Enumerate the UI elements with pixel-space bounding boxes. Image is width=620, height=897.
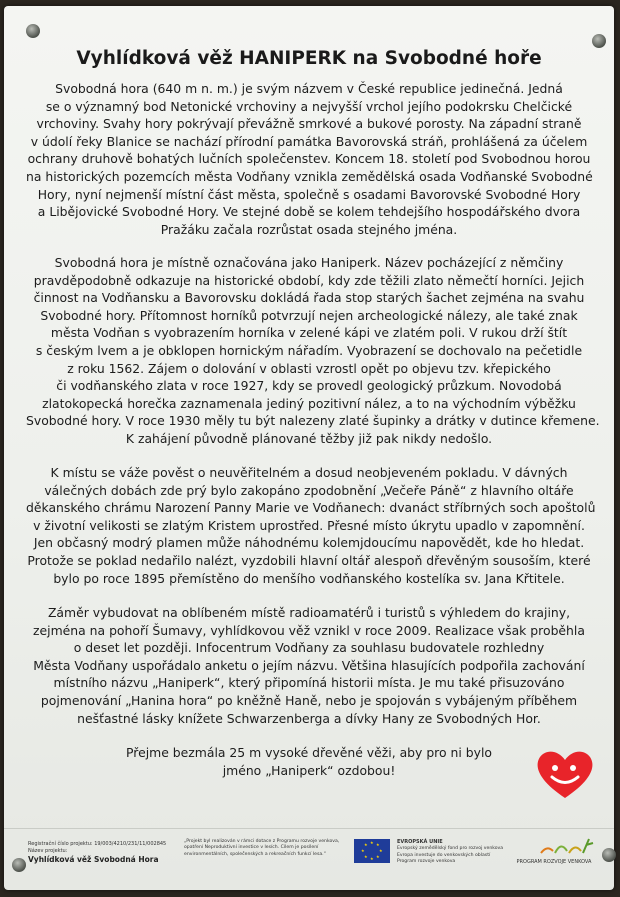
registration-number: Registrační číslo projektu: 19/003/4210/231/11/002845: [28, 841, 167, 847]
text-line: nešťastné lásky knížete Schwarzenberga a dívky Hany ze Svobodných Hor.: [77, 710, 541, 726]
text-line: či vodňanského zlata v roce 1927, kdy se provedl geologický průzkum. Novodobá: [56, 378, 562, 394]
text-line: Hory, nyní nejmenší místní část města, společně s osadami Bavorovské Svobodné Hory: [37, 186, 581, 202]
screw-icon: [592, 34, 606, 48]
screw-icon: [26, 24, 40, 38]
text-line: Svobodné hory. V roce 1930 měly tu být nalezeny zlaté šupinky a drátky v dutince křemene.: [26, 413, 600, 429]
text-line: Svobodné hory. Přítomnost horníků potvrzují nejen archeologické nálezy, ale také znak: [40, 307, 578, 323]
project-note: „Projekt byl realizován v rámci dotace z Programu rozvoje venkova, opatření Neproduktivní investice v lesích. Cílem je posílení environmentálních, společenských a rekreačních funkcí lesa.“: [184, 839, 340, 857]
text-line: zejména na pohoří Šumavy, vyhlídkovou věž vznikl v roce 2009. Realizace však proběhla: [33, 622, 585, 638]
paragraph-intro: [26, 80, 592, 238]
text-line: Města Vodňany uspořádalo anketu o jejím názvu. Většina hlasujících podpořila zachování: [33, 657, 585, 673]
text-line: K zahájení původně plánované těžby již pak nikdy nedošlo.: [125, 430, 493, 446]
text-line: Svobodná hora (640 m n. m.) je svým názvem v České republice jedinečná. Jedná: [55, 81, 563, 96]
eu-funding-text: [397, 839, 517, 866]
text-line: pravděpodobně odkazuje na historické období, kdy zde těžili zlato němečtí horníci. Jejich: [33, 272, 585, 288]
text-line: jméno „Haniperk“ ozdobou!: [222, 762, 396, 778]
text-line: válečných dobách zde prý bylo zakopáno zpodobnění „Večeře Páně“ z hlavního oltáře: [44, 482, 574, 498]
text-line: K místu se váže pověst o neuvěřitelném a dosud neobjeveném pokladu. V dávných: [50, 465, 568, 480]
eu-flag-icon: ★ ★ ★ ★ ★ ★ ★ ★: [354, 839, 390, 863]
paragraph-haniperk-history: [26, 254, 600, 448]
text-line: zlatokopecká horečka zaznamenala jediný pozitivní nález, a to na východním výběžku: [42, 395, 576, 411]
eu-title: EVROPSKÁ UNIE: [397, 839, 443, 845]
text-line: Svobodná hora je místně označována jako Haniperk. Název pocházející z němčiny: [54, 255, 564, 270]
text-line: děkanského chrámu Narození Panny Marie ve Vodňanech: dvanáct stříbrných soch apoštolů: [26, 500, 596, 516]
text-line: z roku 1562. Zájem o dolování v oblasti vzrostl opět po objevu tzv. křepického: [67, 360, 551, 376]
registration-info: [28, 841, 166, 855]
text-line: místního názvu „Haniperk“, který připomíná historii místa. Je mu také přisuzováno: [53, 675, 565, 691]
text-line: ochrany druhově bohatých lučních společenstev. Koncem 18. století pod Svobodnou horou: [27, 151, 591, 167]
board-title: Vyhlídková věž HANIPERK na Svobodné hoře: [76, 48, 542, 69]
prv-logo-icon: [537, 833, 597, 857]
text-line: v životní velikosti se zlatým Kristem uprostřed. Přesné místo úkrytu upadlo v zapomnění.: [33, 517, 585, 533]
text-line: a Libějovické Svobodné Hory. Ve stejné době se kolem tehdejšího hospodářského dvora: [37, 204, 581, 220]
text-line: města Vodňan s vyobrazením horníka v zelené kápi ve zlatém poli. V rukou drží štít: [50, 325, 568, 341]
paragraph-legend: [26, 464, 596, 587]
project-name: Vyhlídková věž Svobodná Hora: [28, 855, 159, 864]
text-line: Záměr vybudovat na oblíbeném místě radioamatérů i turistů s výhledem do krajiny,: [47, 605, 571, 620]
text-line: o deset let později. Infocentrum Vodňany za souhlasu budovatele rozhledny: [73, 640, 545, 656]
text-line: Protože se poklad nedařilo nalézt, vyzdobili hlavní oltář alespoň dřevěným sousoším, které: [27, 552, 591, 568]
eu-text-line: Evropský zemědělský fond pro rozvoj venkova: [397, 846, 504, 852]
heart-logo-icon: [532, 746, 598, 802]
text-line: Přejme bezmála 25 m vysoké dřevěné věži, aby pro ni bylo: [126, 745, 492, 760]
text-line: bylo po roce 1895 přemístěno do menšího vodňanského kostelíka sv. Jana Křtitele.: [53, 570, 565, 586]
information-board: [4, 6, 614, 890]
prv-label: PROGRAM ROZVOJE VENKOVA: [516, 859, 592, 865]
paragraph-tower: [26, 604, 592, 727]
text-line: činnost na Vodňansku a Bavorovsku dokládá řada stop starých šachet zejména na svahu: [33, 290, 585, 306]
text-line: na historických pozemcích města Vodňany vznikla zemědělská osada Vodňanské Svobodné: [26, 168, 593, 184]
paragraph-closing: [26, 744, 592, 779]
text-line: Jen občasný modrý plamen může náhodnému kolemjdoucímu napovědět, kde ho hledat.: [33, 535, 585, 551]
eu-text-line: Program rozvoje venkova: [397, 859, 456, 865]
eu-text-line: Evropa investuje do venkovských oblastí: [397, 852, 491, 858]
text-line: s českým lvem a je obklopen hornickým nářadím. Vyobrazení se dochovalo na pečetidle: [35, 342, 583, 358]
text-line: pojmenování „Hanina hora“ po kněžně Haně, nebo je spojován s vybájeným příběhem: [40, 692, 578, 708]
text-line: v údolí řeky Blanice se nachází přírodní památka Bavorovská stráň, prohlášená za účelem: [30, 133, 588, 149]
text-line: Pražáku začala rozrůstat osada stejného jména.: [160, 221, 458, 237]
text-line: se o významný bod Netonické vrchoviny a nejvyšší vrchol jejího podokrsku Chelčické: [45, 98, 573, 114]
sponsor-footer: [4, 828, 614, 889]
project-name-label: Název projektu:: [28, 848, 68, 854]
text-line: vrchoviny. Svahy hory pokrývají převážně smrkové a bukové porosty. Na západní straně: [36, 116, 582, 132]
